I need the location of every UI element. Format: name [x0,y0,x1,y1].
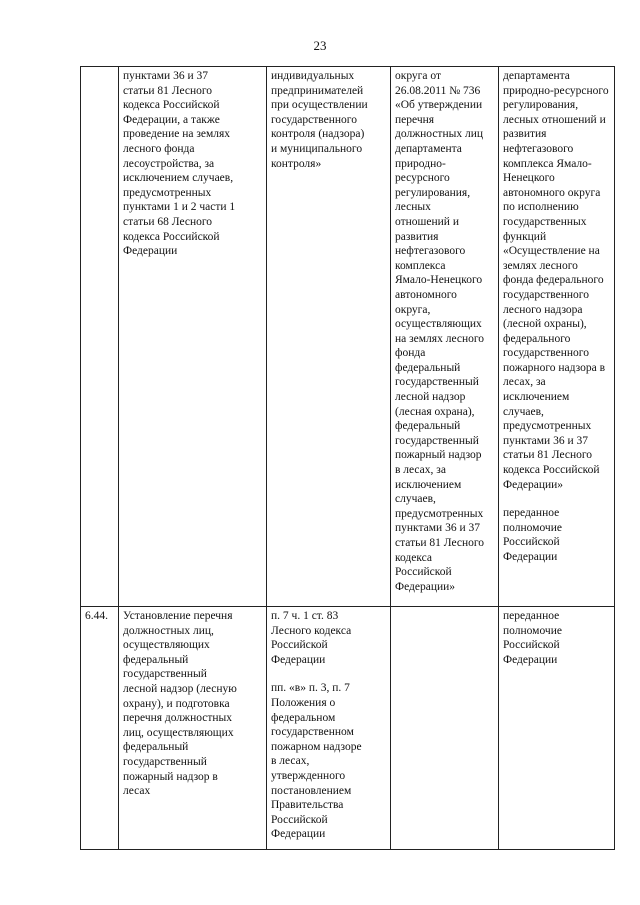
row-number-cell [81,67,119,607]
note: департамента природно-ресурсного регулирования, лесных отношений и развития нефтегазового комплекса Ямало- Ненецкого автономного округа по исполнению государственных функций «Осуществление на землях лесного фонда федерального государственного лесного надзора (лесной охраны), федерального государственного пожарного надзора в лесах, за исключением случаев, предусмотренных пунктами 36 и 37 статьи 81 Лесного кодекса Российской Федерации» [503,70,609,491]
regional-act: округа от 26.08.2011 № 736 «Об утверждении перечня должностных лиц департамента природно- ресурсного регулирования, лесных отношений и развития нефтегазового комплекса Ямало-Ненецкого автономного округа, осуществляющих на землях лесного фонда федеральный государственный лесной надзор (лесная охрана), федеральный государственный пожарный надзор в лесах, за исключением случаев, предусмотренных пунктами 36 и 37 статьи 81 Лесного кодекса Российской Федерации» [395,70,485,593]
legal-basis: индивидуальных предпринимателей при осуществлении государственного контроля (надзора) и муниципального контроля» [271,70,368,170]
regional-act-cell [391,607,499,850]
power-description-cell [119,607,267,850]
legal-basis-cell [267,607,391,850]
note-status: переданное полномочие Российской Федерации [503,507,562,563]
table-row [81,67,615,607]
legal-basis-cell [267,67,391,607]
powers-table [80,66,615,850]
legal-basis-extra: пп. «в» п. 3, п. 7 Положения о федеральном государственном пожарном надзоре в лесах, утвержденного постановлением Правительства Российской Федерации [271,682,362,841]
power-description: пунктами 36 и 37 статьи 81 Лесного кодекса Российской Федерации, а также проведение на землях лесного фонда лесоустройства, за исключением случаев, предусмотренных пунктами 1 и 2 части 1 статьи 68 Лесного кодекса Российской Федерации [123,70,236,258]
power-description-cell [119,67,267,607]
note-cell [499,607,615,850]
row-number: 6.44. [85,610,108,622]
row-number-cell [81,607,119,850]
page-number: 23 [313,38,327,53]
power-description: Установление перечня должностных лиц, осуществляющих федеральный государственный лесной надзор (лесную охрану), и подготовка перечня должностных лиц, осуществляющих федеральный государственный пожарный надзор в лесах [123,610,237,798]
table-row [81,607,615,850]
note: переданное полномочие Российской Федерации [503,610,562,666]
note-cell [499,67,615,607]
regional-act-cell [391,67,499,607]
legal-basis: п. 7 ч. 1 ст. 83 Лесного кодекса Российской Федерации [271,610,352,666]
